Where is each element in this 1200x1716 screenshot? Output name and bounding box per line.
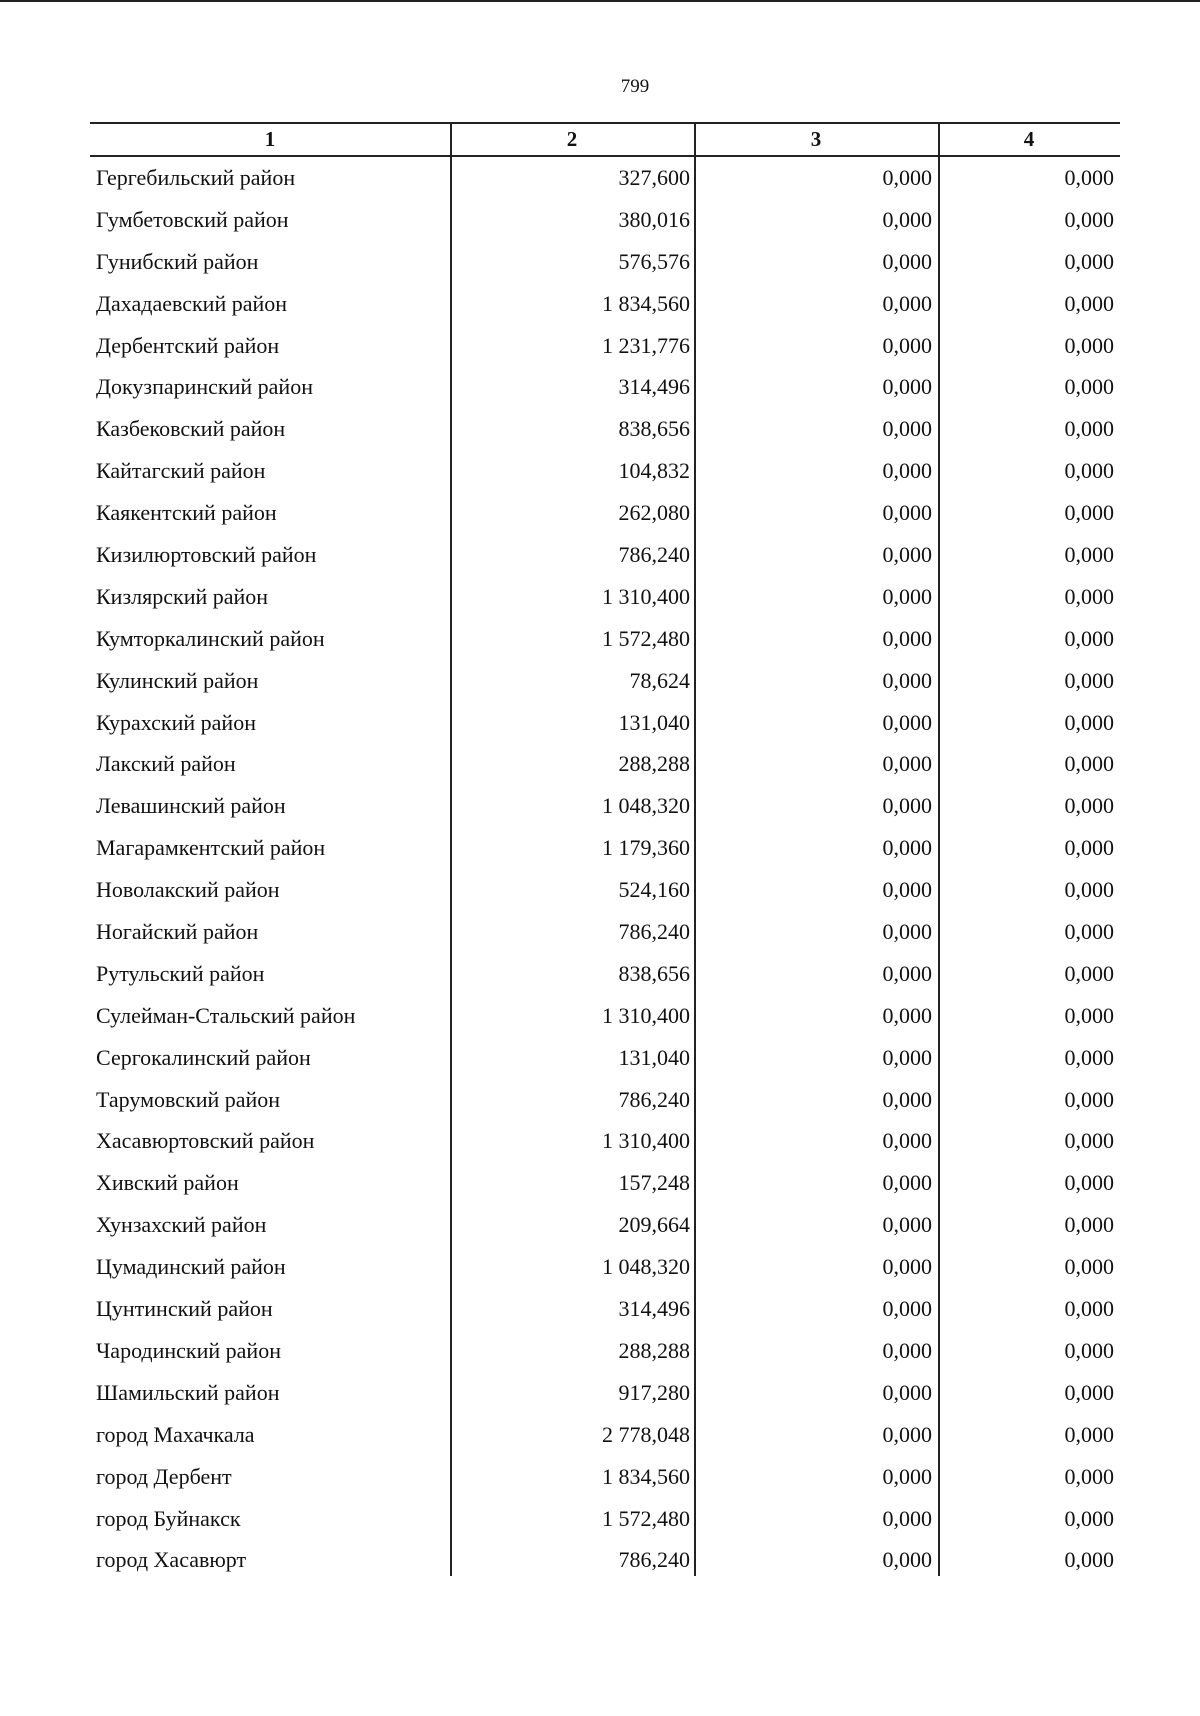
district-name-cell: город Махачкала [96,1421,255,1447]
value-cell-col-4: 0,000 [1064,1421,1114,1447]
value-cell-col-2: 786,240 [618,542,690,568]
table-row [90,534,1120,576]
value-cell-col-3: 0,000 [882,458,932,484]
column-header-3: 3 [810,127,822,151]
value-cell-col-3: 0,000 [882,1212,932,1238]
district-name-cell: Хивский район [96,1170,239,1196]
table-body [90,157,1120,1581]
district-name-cell: Казбековский район [96,416,286,442]
value-cell-col-3: 0,000 [882,1128,932,1154]
table-row [90,785,1120,827]
value-cell-col-2: 131,040 [618,1044,690,1070]
district-name-cell: Дахадаевский район [96,290,288,316]
value-cell-col-3: 0,000 [882,919,932,945]
district-name-cell: Кизилюртовский район [96,542,317,568]
value-cell-col-4: 0,000 [1064,835,1114,861]
district-name-cell: Тарумовский район [96,1086,281,1112]
column-header-2: 2 [566,127,578,151]
value-cell-col-4: 0,000 [1064,1463,1114,1489]
district-name-cell: Кулинский район [96,667,259,693]
value-cell-col-4: 0,000 [1064,667,1114,693]
district-name-cell: Хасавюртовский район [96,1128,315,1154]
value-cell-col-2: 1 834,560 [602,290,690,316]
value-cell-col-4: 0,000 [1064,1337,1114,1363]
value-cell-col-2: 2 778,048 [602,1421,690,1447]
value-cell-col-4: 0,000 [1064,500,1114,526]
value-cell-col-4: 0,000 [1064,960,1114,986]
value-cell-col-2: 1 572,480 [602,625,690,651]
value-cell-col-4: 0,000 [1064,1296,1114,1322]
value-cell-col-3: 0,000 [882,835,932,861]
table-row [90,1037,1120,1079]
value-cell-col-4: 0,000 [1064,583,1114,609]
district-name-cell: город Буйнакск [96,1505,241,1531]
value-cell-col-3: 0,000 [882,1505,932,1531]
value-cell-col-2: 157,248 [618,1170,690,1196]
value-cell-col-2: 380,016 [618,206,690,232]
value-cell-col-2: 209,664 [618,1212,690,1238]
value-cell-col-3: 0,000 [882,1337,932,1363]
value-cell-col-4: 0,000 [1064,1002,1114,1028]
value-cell-col-3: 0,000 [882,1170,932,1196]
district-name-cell: Магарамкентский район [96,835,326,861]
value-cell-col-3: 0,000 [882,667,932,693]
data-table [90,122,1120,1581]
table-row [90,702,1120,744]
value-cell-col-4: 0,000 [1064,1170,1114,1196]
value-cell-col-4: 0,000 [1064,165,1114,190]
value-cell-col-2: 1 310,400 [602,1002,690,1028]
value-cell-col-2: 1 231,776 [602,332,690,358]
district-name-cell: Сулейман-Стальский район [96,1002,356,1028]
table-row [90,827,1120,869]
table-row [90,1456,1120,1498]
value-cell-col-3: 0,000 [882,206,932,232]
value-cell-col-2: 1 572,480 [602,1505,690,1531]
page-number: 799 [620,76,650,97]
table-row [90,1288,1120,1330]
table-row [90,576,1120,618]
value-cell-col-3: 0,000 [882,793,932,819]
value-cell-col-2: 917,280 [618,1379,690,1405]
table-row [90,366,1120,408]
value-cell-col-2: 288,288 [618,751,690,777]
table-row [90,618,1120,660]
value-cell-col-2: 314,496 [618,1296,690,1322]
table-row [90,241,1120,283]
value-cell-col-2: 786,240 [618,1086,690,1112]
table-row [90,995,1120,1037]
value-cell-col-4: 0,000 [1064,1547,1114,1573]
district-name-cell: Цумадинский район [96,1254,286,1280]
value-cell-col-2: 1 310,400 [602,1128,690,1154]
value-cell-col-3: 0,000 [882,709,932,735]
value-cell-col-3: 0,000 [882,290,932,316]
value-cell-col-2: 576,576 [618,248,690,274]
district-name-cell: Чародинский район [96,1337,281,1363]
value-cell-col-2: 1 179,360 [602,835,690,861]
table-row [90,157,1120,199]
value-cell-col-4: 0,000 [1064,793,1114,819]
value-cell-col-3: 0,000 [882,165,932,190]
value-cell-col-3: 0,000 [882,1296,932,1322]
district-name-cell: Сергокалинский район [96,1044,311,1070]
district-name-cell: Хунзахский район [96,1212,267,1238]
table-row [90,1246,1120,1288]
value-cell-col-4: 0,000 [1064,919,1114,945]
value-cell-col-4: 0,000 [1064,625,1114,651]
district-name-cell: Курахский район [96,709,256,735]
column-header-1: 1 [264,127,276,151]
value-cell-col-2: 78,624 [629,667,690,693]
table-row [90,1204,1120,1246]
table-row [90,1079,1120,1121]
table-row [90,1372,1120,1414]
district-name-cell: Лакский район [96,751,236,777]
district-name-cell: Гунибский район [96,248,259,274]
table-row [90,953,1120,995]
value-cell-col-3: 0,000 [882,1547,932,1573]
district-name-cell: Гумбетовский район [96,206,289,232]
value-cell-col-3: 0,000 [882,248,932,274]
value-cell-col-2: 262,080 [618,500,690,526]
value-cell-col-2: 1 048,320 [602,793,690,819]
table-row [90,1120,1120,1162]
value-cell-col-4: 0,000 [1064,1254,1114,1280]
value-cell-col-3: 0,000 [882,1421,932,1447]
value-cell-col-4: 0,000 [1064,290,1114,316]
value-cell-col-4: 0,000 [1064,751,1114,777]
value-cell-col-3: 0,000 [882,542,932,568]
value-cell-col-4: 0,000 [1064,877,1114,903]
table-row [90,660,1120,702]
district-name-cell: Гергебильский район [96,165,296,190]
value-cell-col-4: 0,000 [1064,1379,1114,1405]
value-cell-col-2: 524,160 [618,877,690,903]
table-row [90,450,1120,492]
district-name-cell: Каякентский район [96,500,277,526]
table-row [90,1330,1120,1372]
table-row [90,199,1120,241]
district-name-cell: Кизлярский район [96,583,269,609]
table-row [90,911,1120,953]
value-cell-col-3: 0,000 [882,1254,932,1280]
table-row [90,1498,1120,1540]
district-name-cell: Докузпаринский район [96,374,313,400]
value-cell-col-2: 1 048,320 [602,1254,690,1280]
value-cell-col-3: 0,000 [882,1086,932,1112]
value-cell-col-3: 0,000 [882,751,932,777]
column-header-4: 4 [1023,127,1035,151]
table-header-row [90,122,1120,157]
district-name-cell: Шамильский район [96,1379,280,1405]
value-cell-col-4: 0,000 [1064,1044,1114,1070]
value-cell-col-4: 0,000 [1064,1086,1114,1112]
district-name-cell: Новолакский район [96,877,280,903]
value-cell-col-2: 314,496 [618,374,690,400]
district-name-cell: Кайтагский район [96,458,266,484]
value-cell-col-4: 0,000 [1064,374,1114,400]
value-cell-col-4: 0,000 [1064,1505,1114,1531]
value-cell-col-2: 327,600 [618,165,690,190]
value-cell-col-4: 0,000 [1064,542,1114,568]
district-name-cell: город Дербент [96,1463,232,1489]
district-name-cell: Кумторкалинский район [96,625,325,651]
value-cell-col-4: 0,000 [1064,458,1114,484]
value-cell-col-3: 0,000 [882,332,932,358]
value-cell-col-3: 0,000 [882,625,932,651]
value-cell-col-3: 0,000 [882,1044,932,1070]
table-row [90,743,1120,785]
value-cell-col-2: 786,240 [618,919,690,945]
district-name-cell: Ногайский район [96,919,259,945]
value-cell-col-3: 0,000 [882,583,932,609]
value-cell-col-2: 786,240 [618,1547,690,1573]
value-cell-col-3: 0,000 [882,500,932,526]
district-name-cell: Цунтинский район [96,1296,273,1322]
value-cell-col-3: 0,000 [882,877,932,903]
table-row [90,1162,1120,1204]
value-cell-col-3: 0,000 [882,1002,932,1028]
value-cell-col-2: 288,288 [618,1337,690,1363]
table-row [90,492,1120,534]
district-name-cell: город Хасавюрт [96,1547,247,1573]
value-cell-col-2: 1 834,560 [602,1463,690,1489]
value-cell-col-4: 0,000 [1064,1128,1114,1154]
value-cell-col-3: 0,000 [882,1379,932,1405]
district-name-cell: Левашинский район [96,793,286,819]
district-name-cell: Дербентский район [96,332,280,358]
value-cell-col-3: 0,000 [882,416,932,442]
value-cell-col-4: 0,000 [1064,248,1114,274]
value-cell-col-4: 0,000 [1064,206,1114,232]
value-cell-col-4: 0,000 [1064,416,1114,442]
table-row [90,1539,1120,1581]
table-row [90,869,1120,911]
value-cell-col-2: 131,040 [618,709,690,735]
table-row [90,325,1120,367]
value-cell-col-2: 838,656 [618,960,690,986]
table-row [90,1414,1120,1456]
value-cell-col-4: 0,000 [1064,1212,1114,1238]
value-cell-col-2: 1 310,400 [602,583,690,609]
top-border-rule [0,0,1200,2]
value-cell-col-4: 0,000 [1064,332,1114,358]
value-cell-col-3: 0,000 [882,960,932,986]
value-cell-col-2: 838,656 [618,416,690,442]
value-cell-col-3: 0,000 [882,1463,932,1489]
table-row [90,408,1120,450]
value-cell-col-3: 0,000 [882,374,932,400]
table-row [90,283,1120,325]
district-name-cell: Рутульский район [96,960,265,986]
value-cell-col-4: 0,000 [1064,709,1114,735]
value-cell-col-2: 104,832 [618,458,690,484]
